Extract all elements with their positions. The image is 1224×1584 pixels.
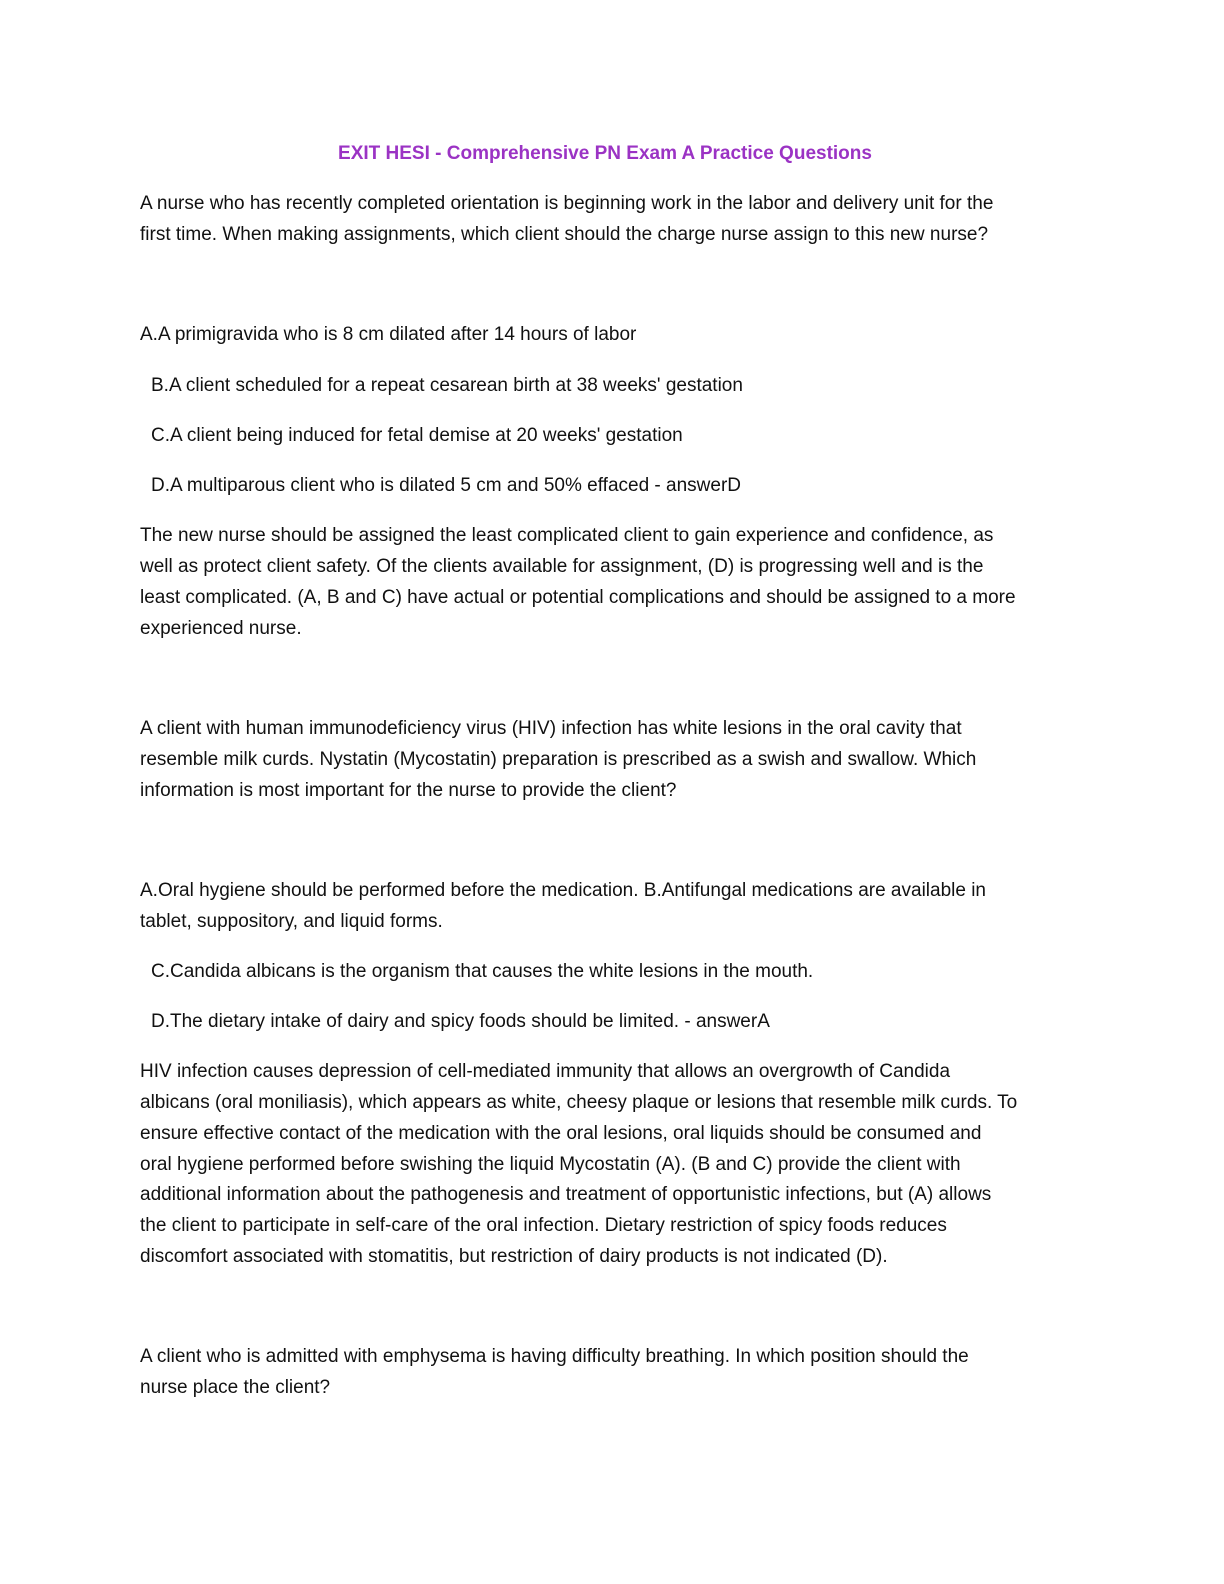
q3-stem-line: nurse place the client? — [140, 1377, 331, 1398]
q2-option-c: C.Candida albicans is the organism that causes the white lesions in the mouth. — [151, 961, 814, 982]
q2-rationale-line: HIV infection causes depression of cell-mediated immunity that allows an overgrowth of Candida — [140, 1061, 951, 1082]
q1-option-d: D.A multiparous client who is dilated 5 cm and 50% effaced - answerD — [151, 475, 742, 496]
q2-rationale-line: oral hygiene performed before swishing the liquid Mycostatin (A). (B and C) provide the client with — [140, 1154, 961, 1175]
q2-stem-line: resemble milk curds. Nystatin (Mycostatin) preparation is prescribed as a swish and swallow. Which — [140, 749, 977, 770]
q1-option-b: B.A client scheduled for a repeat cesarean birth at 38 weeks' gestation — [151, 375, 743, 396]
q2-option-a-b: A.Oral hygiene should be performed before the medication. B.Antifungal medications are available in — [140, 880, 987, 901]
q3-stem-line: A client who is admitted with emphysema is having difficulty breathing. In which position should the — [140, 1346, 969, 1367]
q2-rationale-line: the client to participate in self-care of the oral infection. Dietary restriction of spicy foods reduces — [140, 1215, 947, 1236]
q2-rationale-line: additional information about the pathogenesis and treatment of opportunistic infections, but (A) allows — [140, 1184, 992, 1205]
q2-option-b-cont: tablet, suppository, and liquid forms. — [140, 911, 443, 932]
q2-stem-line: information is most important for the nurse to provide the client? — [140, 780, 677, 801]
q2-rationale-line: ensure effective contact of the medication with the oral lesions, oral liquids should be consumed and — [140, 1123, 982, 1144]
q1-rationale-line: The new nurse should be assigned the least complicated client to gain experience and confidence, as — [140, 525, 994, 546]
q2-rationale-line: discomfort associated with stomatitis, but restriction of dairy products is not indicated (D). — [140, 1246, 888, 1267]
q1-stem-line: A nurse who has recently completed orientation is beginning work in the labor and delivery unit for the — [140, 193, 994, 214]
q2-rationale-line: albicans (oral moniliasis), which appears as white, cheesy plaque or lesions that resemble milk curds. To — [140, 1092, 1018, 1113]
q1-rationale-line: experienced nurse. — [140, 618, 302, 639]
q1-rationale-line: well as protect client safety. Of the clients available for assignment, (D) is progressing well and is the — [140, 556, 984, 577]
q1-option-c: C.A client being induced for fetal demise at 20 weeks' gestation — [151, 425, 683, 446]
q1-option-a: A.A primigravida who is 8 cm dilated after 14 hours of labor — [140, 324, 637, 345]
q2-stem-line: A client with human immunodeficiency virus (HIV) infection has white lesions in the oral cavity that — [140, 718, 962, 739]
q1-rationale-line: least complicated. (A, B and C) have actual or potential complications and should be assigned to a more — [140, 587, 1016, 608]
page-title: EXIT HESI - Comprehensive PN Exam A Practice Questions — [338, 143, 872, 164]
q1-stem-line: first time. When making assignments, which client should the charge nurse assign to this new nurse? — [140, 224, 989, 245]
q2-option-d: D.The dietary intake of dairy and spicy foods should be limited. - answerA — [151, 1011, 770, 1032]
